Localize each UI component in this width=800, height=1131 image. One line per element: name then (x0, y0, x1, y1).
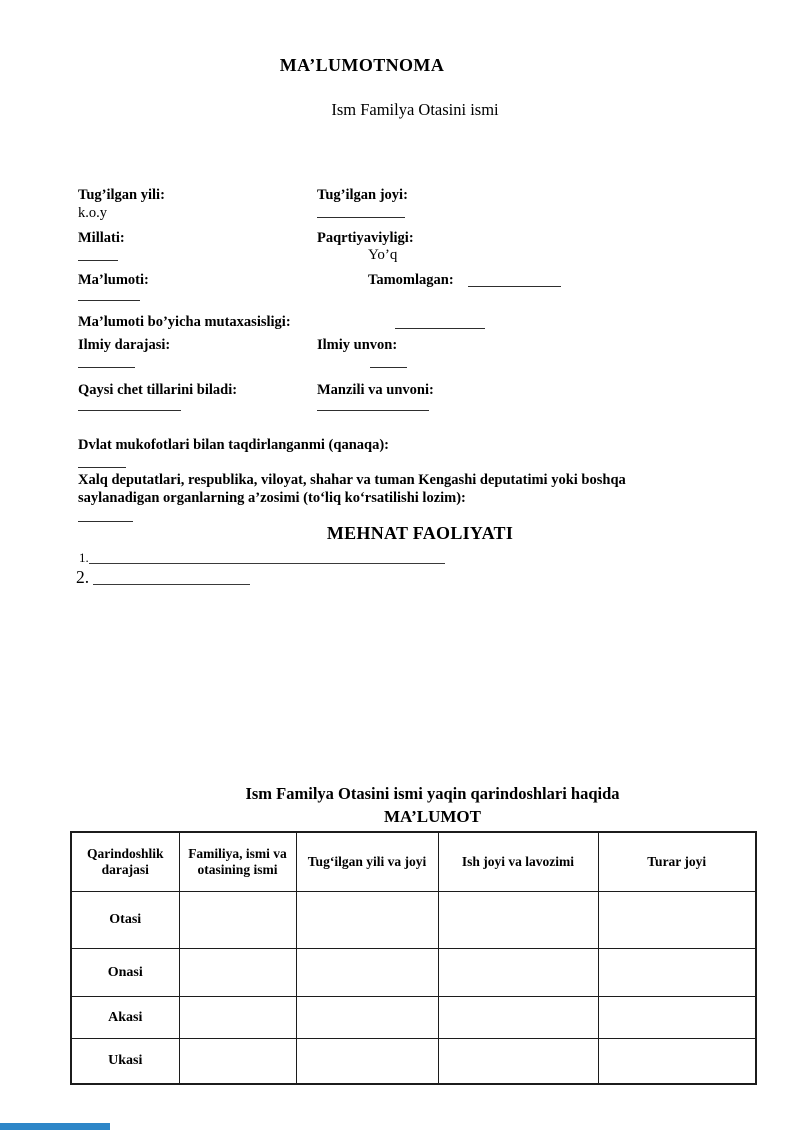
relation-cell: Ukasi (71, 1039, 179, 1084)
awards-label: Dvlat mukofotlari bilan taqdirlanganmi (qanaqa): (78, 437, 389, 453)
table-row-mother (71, 949, 756, 997)
birth-place-label: Tug’ilgan joyi: (317, 187, 408, 203)
empty-cell (179, 892, 296, 949)
party-label: Paqrtiyaviyligi: (317, 230, 414, 246)
work-history-heading: MEHNAT FAOLIYATI (326, 523, 514, 543)
table-row-father (71, 892, 756, 949)
table-row-younger-brother (71, 1039, 756, 1084)
col-header-full-name: Familiya, ismi va otasining ismi (179, 832, 296, 892)
table-row-older-brother (71, 997, 756, 1039)
relatives-heading-line2: MA’LUMOT (384, 807, 481, 826)
degree-label: Ilmiy darajasi: (78, 337, 171, 353)
empty-cell (598, 892, 756, 949)
education-blank-line (78, 300, 140, 301)
relatives-table-header-row (71, 832, 756, 892)
empty-cell (438, 997, 598, 1039)
relatives-heading-line1: Ism Familya Otasini ismi yaqin qarindoshlari haqida (245, 784, 620, 803)
work-item-2-number: 2. (76, 567, 90, 587)
empty-cell (296, 892, 438, 949)
empty-cell (598, 1039, 756, 1084)
address-label: Manzili va unvoni: (317, 382, 434, 398)
deputy-label: Xalq deputatlari, respublika, viloyat, shahar va tuman Kengashi deputatimi yoki boshqa saylanadigan organlarning a’zosimi (toʻliq koʻrsatilishi lozim): (78, 472, 626, 506)
graduated-label: Tamomlagan: (368, 272, 454, 288)
empty-cell (296, 1039, 438, 1084)
page-title: MA’LUMOTNOMA (279, 55, 445, 75)
relatives-table (70, 831, 757, 1085)
work-item-2-blank-line (93, 584, 250, 585)
work-item-1-number: 1. (79, 550, 89, 565)
col-header-workplace-position: Ish joyi va lavozimi (438, 832, 598, 892)
empty-cell (438, 1039, 598, 1084)
empty-cell (438, 892, 598, 949)
relatives-heading (60, 782, 800, 828)
col-header-residence: Turar joyi (598, 832, 756, 892)
relation-cell: Akasi (71, 997, 179, 1039)
nationality-label: Millati: (78, 230, 125, 246)
empty-cell (598, 997, 756, 1039)
birth-year-label: Tug’ilgan yili: (78, 187, 165, 203)
relation-cell: Onasi (71, 949, 179, 997)
awards-blank-line (78, 467, 126, 468)
nationality-blank-line (78, 260, 118, 261)
col-header-birth-year-place: Tugʻilgan yili va joyi (296, 832, 438, 892)
empty-cell (598, 949, 756, 997)
academic-rank-blank-line (370, 367, 407, 368)
address-blank-line (317, 410, 429, 411)
education-label: Ma’lumoti: (78, 272, 149, 288)
empty-cell (438, 949, 598, 997)
graduated-blank-line (468, 286, 561, 287)
specialty-label: Ma’lumoti bo’yicha mutaxasisligi: (78, 314, 291, 330)
empty-cell (179, 1039, 296, 1084)
page-subtitle: Ism Familya Otasini ismi (331, 100, 499, 119)
birth-year-value: k.o.y (78, 205, 107, 221)
empty-cell (179, 949, 296, 997)
work-item-1-blank-line (89, 563, 445, 564)
bottom-accent-bar (0, 1123, 110, 1130)
empty-cell (296, 949, 438, 997)
specialty-blank-line (395, 328, 485, 329)
deputy-blank-line (78, 521, 133, 522)
birth-place-blank-line (317, 217, 405, 218)
languages-blank-line (78, 410, 181, 411)
empty-cell (179, 997, 296, 1039)
empty-cell (296, 997, 438, 1039)
party-value: Yo’q (368, 247, 398, 263)
languages-label: Qaysi chet tillarini biladi: (78, 382, 238, 398)
degree-blank-line (78, 367, 135, 368)
academic-rank-label: Ilmiy unvon: (317, 337, 398, 353)
col-header-relation-degree: Qarindoshlik darajasi (71, 832, 179, 892)
relation-cell: Otasi (71, 892, 179, 949)
